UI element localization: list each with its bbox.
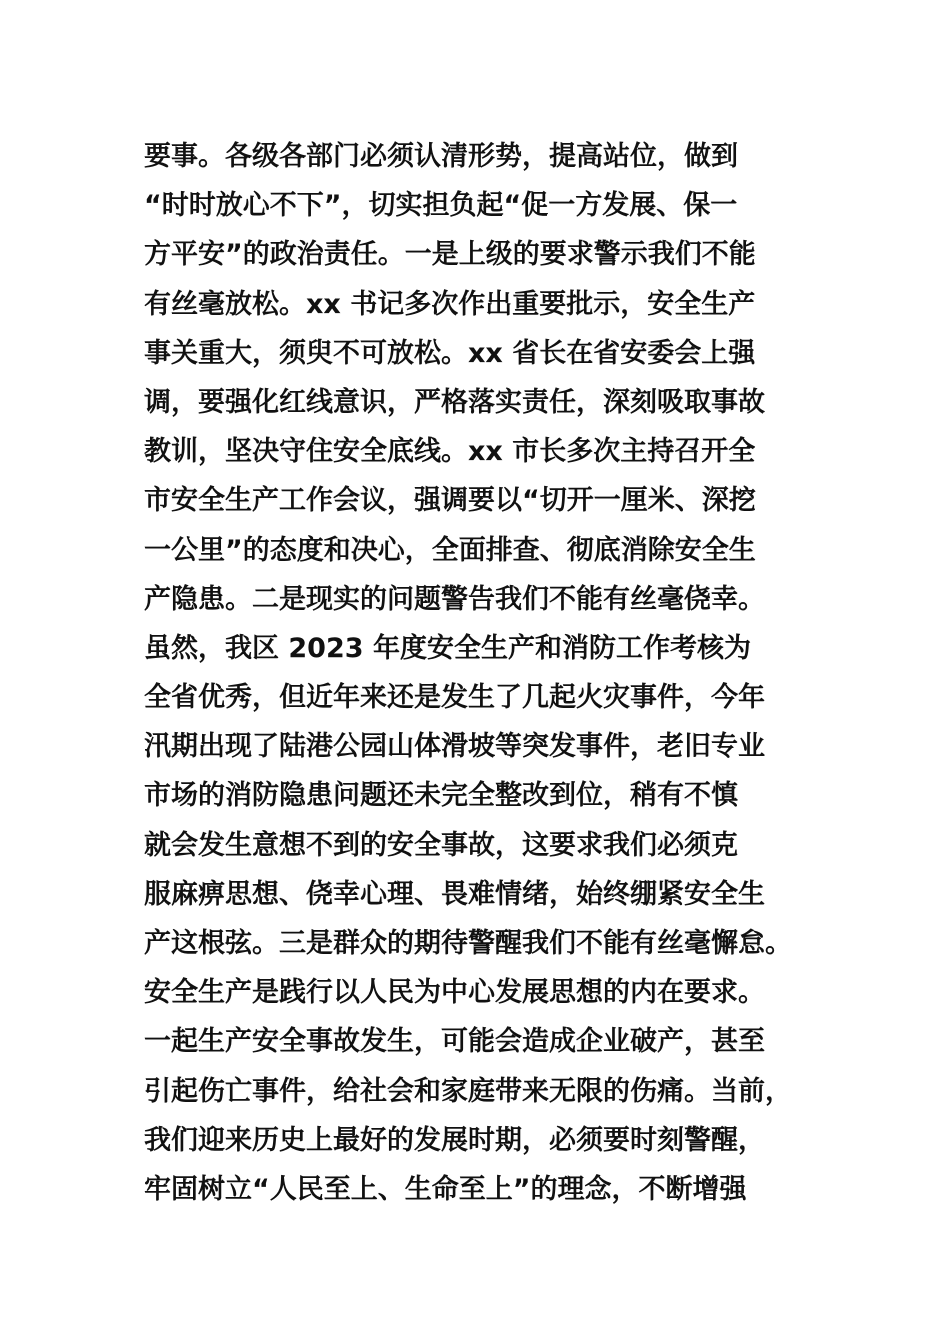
text-line: “时时放心不下”，切实担负起“促一方发展、保一 [144,190,738,222]
text-line: 牢固树立“人民至上、生命至上”的理念，不断增强 [144,1173,747,1205]
text-line: 事关重大，须臾不可放松。xx 省长在省安委会上强 [144,337,756,369]
text-line: 教训，坚决守住安全底线。xx 市长多次主持召开全 [144,436,756,468]
text-line: 一起生产安全事故发生，可能会造成企业破产，甚至 [144,1026,765,1058]
text-line: 调，要强化红线意识，严格落实责任，深刻吸取事故 [144,386,765,418]
text-line: 安全生产是践行以人民为中心发展思想的内在要求。 [144,977,765,1009]
text-line: 就会发生意想不到的安全事故，这要求我们必须克 [144,829,738,861]
text-line: 市场的消防隐患问题还未完全整改到位，稍有不慎 [144,780,738,812]
text-line: 虽然，我区 2023 年度安全生产和消防工作考核为 [144,632,751,664]
text-line: 产这根弦。三是群众的期待警醒我们不能有丝毫懈怠。 [144,928,792,959]
text-line: 一公里”的态度和决心，全面排查、彻底消除安全生 [144,534,756,566]
text-line: 我们迎来历史上最好的发展时期，必须要时刻警醒， [144,1124,765,1156]
text-line: 引起伤亡事件，给社会和家庭带来无限的伤痛。当前， [144,1075,792,1107]
text-line: 要事。各级各部门必须认清形势，提高站位，做到 [144,141,738,172]
text-line: 有丝毫放松。xx 书记多次作出重要批示，安全生产 [144,288,756,320]
text-line: 汛期出现了陆港公园山体滑坡等突发事件，老旧专业 [144,731,765,763]
text-line: 服麻痹思想、侥幸心理、畏难情绪，始终绷紧安全生 [144,878,765,910]
document-body-paragraph [144,132,834,1214]
text-line: 方平安”的政治责任。一是上级的要求警示我们不能 [144,239,756,271]
text-line: 市安全生产工作会议，强调要以“切开一厘米、深挖 [144,485,756,517]
text-line: 产隐患。二是现实的问题警告我们不能有丝毫侥幸。 [144,583,765,615]
text-line: 全省优秀，但近年来还是发生了几起火灾事件，今年 [144,682,765,714]
